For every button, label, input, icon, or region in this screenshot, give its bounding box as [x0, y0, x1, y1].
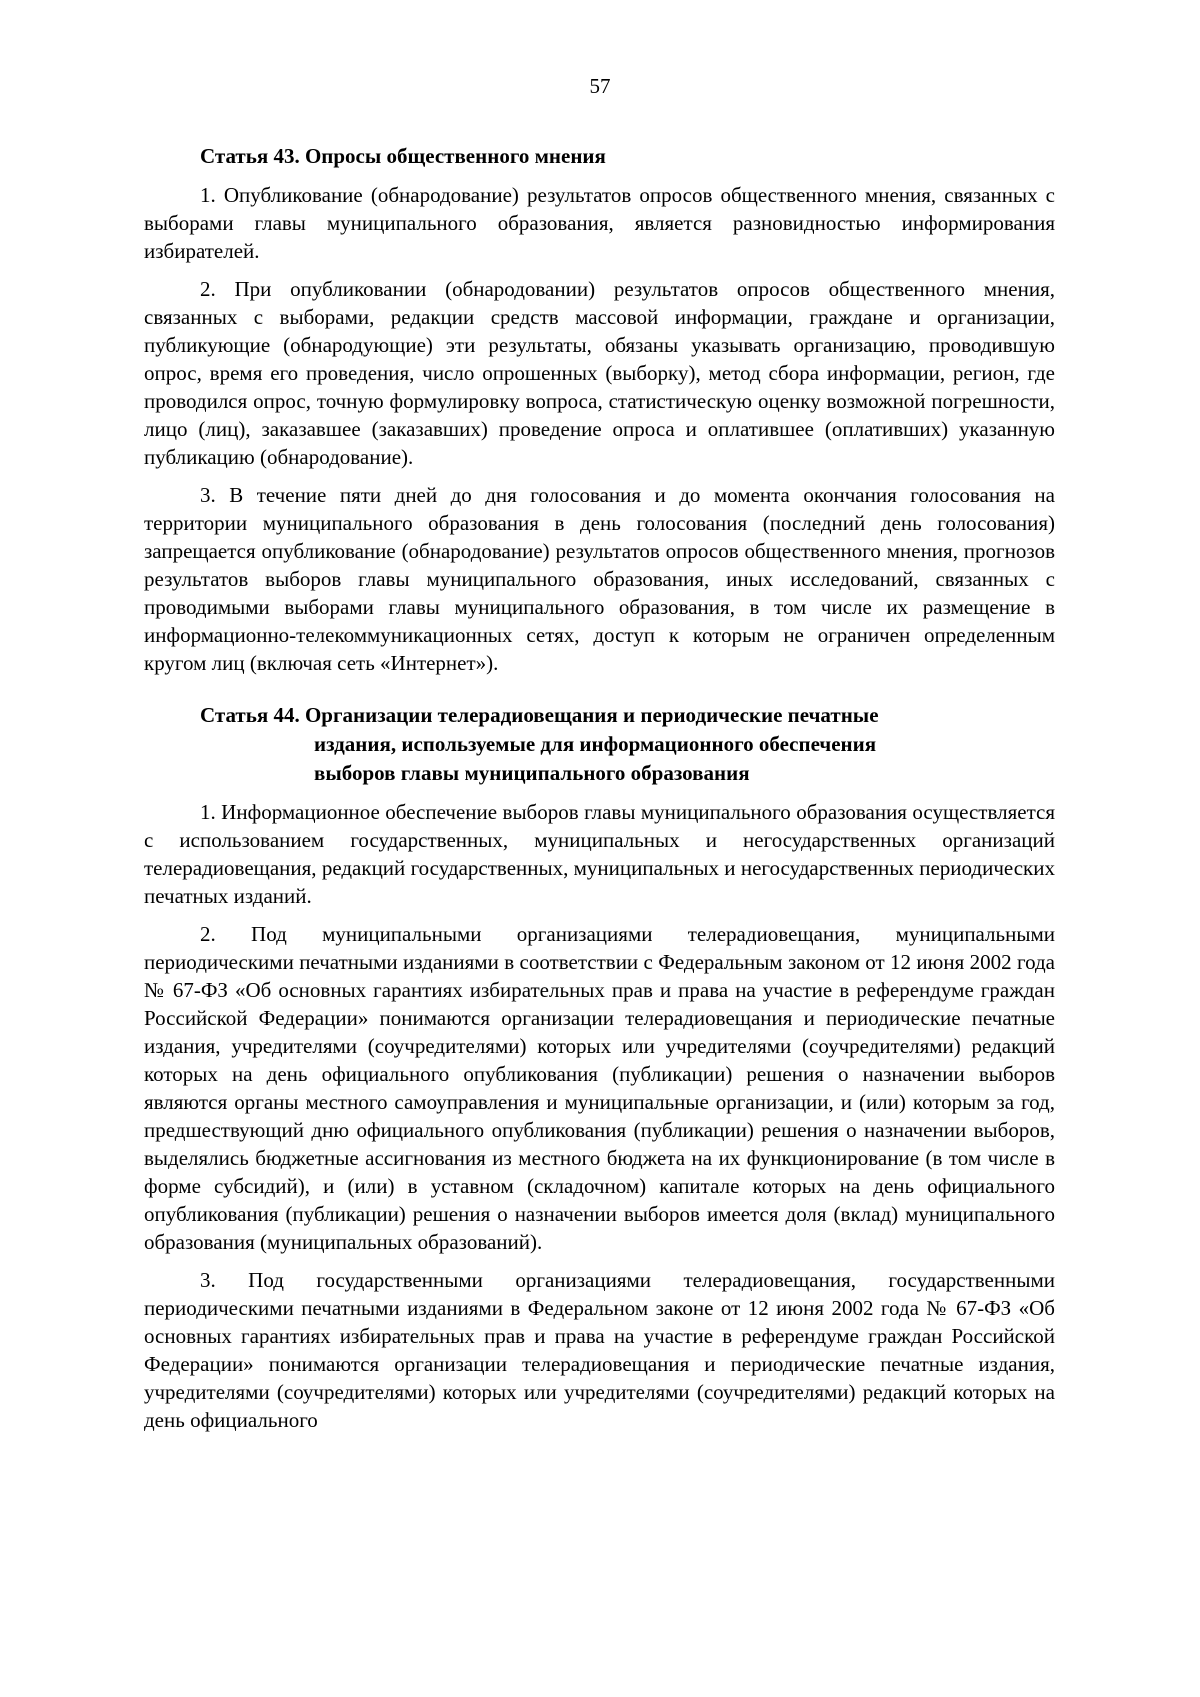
article-44-paragraph-1: 1. Информационное обеспечение выборов главы муниципального образования осуществляется с использованием государственных, муниципальных и негосударственных организаций телерадиовещания, редакций государственных, муниципальных и негосударственных периодических печатных изданий.	[144, 800, 1055, 908]
article-43-title-text: Статья 43. Опросы общественного мнения	[200, 144, 606, 168]
article-44-paragraph-2: 2. Под муниципальными организациями телерадиовещания, муниципальными периодическими печатными изданиями в соответствии с Федеральным законом от 12 июня 2002 года № 67-ФЗ «Об основных гарантиях избирательных прав и права на участие в референдуме граждан Российской Федерации» понимаются организации телерадиовещания и периодические печатные издания, учредителями (соучредителями) которых или учредителями (соучредителями) редакций которых на день официального опубликования (публикации) решения о назначении выборов являются органы местного самоуправления и муниципальные организации, и (или) которым за год, предшествующий дню официального опубликования (публикации) решения о назначении выборов, выделялись бюджетные ассигнования из местного бюджета на их функционирование (в том числе в форме субсидий), и (или) в уставном (складочном) капитале которых на день официального опубликования (публикации) решения о назначении выборов имеется доля (вклад) муниципального образования (муниципальных образований).	[144, 922, 1055, 1254]
article-44-title-line-2: издания, используемые для информационного обеспечения	[314, 732, 877, 756]
article-44-title	[144, 701, 1055, 788]
page-number: 57	[589, 74, 611, 98]
section-gap	[144, 687, 1055, 701]
article-44-title-line-3: выборов главы муниципального образования	[314, 761, 750, 785]
article-43	[144, 142, 1055, 677]
article-44	[144, 701, 1055, 1434]
document-body	[144, 142, 1055, 1444]
article-43-title	[144, 142, 1055, 171]
article-43-paragraph-1: 1. Опубликование (обнародование) результатов опросов общественного мнения, связанных с выборами главы муниципального образования, является разновидностью информирования избирателей.	[144, 183, 1055, 263]
article-43-paragraph-2: 2. При опубликовании (обнародовании) результатов опросов общественного мнения, связанных с выборами, редакции средств массовой информации, граждане и организации, публикующие (обнародующие) эти результаты, обязаны указывать организацию, проводившую опрос, время его проведения, число опрошенных (выборку), метод сбора информации, регион, где проводился опрос, точную формулировку вопроса, статистическую оценку возможной погрешности, лицо (лиц), заказавшее (заказавших) проведение опроса и оплатившее (оплативших) указанную публикацию (обнародование).	[144, 277, 1055, 469]
article-44-paragraph-3: 3. Под государственными организациями телерадиовещания, государственными периодическими печатными изданиями в Федеральном законе от 12 июня 2002 года № 67-ФЗ «Об основных гарантиях избирательных прав и права на участие в референдуме граждан Российской Федерации» понимаются организации телерадиовещания и периодические печатные издания, учредителями (соучредителями) которых или учредителями (соучредителями) редакций которых на день официального	[144, 1268, 1055, 1432]
article-44-title-line-1: Статья 44. Организации телерадиовещания и периодические печатные	[200, 703, 879, 727]
article-43-paragraph-3: 3. В течение пяти дней до дня голосования и до момента окончания голосования на территории муниципального образования в день голосования (последний день голосования) запрещается опубликование (обнародование) результатов опросов общественного мнения, прогнозов результатов выборов главы муниципального образования, иных исследований, связанных с проводимыми выборами главы муниципального образования, в том числе их размещение в информационно-телекоммуникационных сетях, доступ к которым не ограничен определенным кругом лиц (включая сеть «Интернет»).	[144, 483, 1055, 675]
